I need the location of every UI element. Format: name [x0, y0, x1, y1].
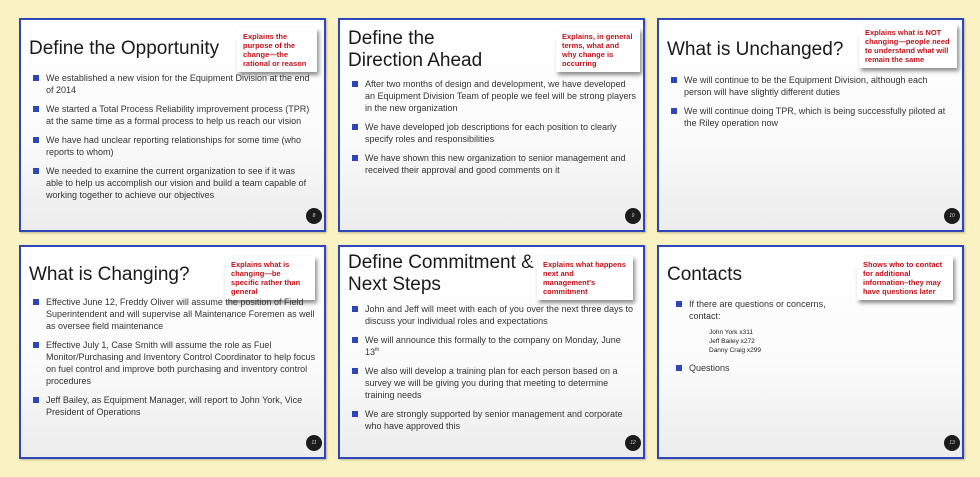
annotation-note: Shows who to contact for additional information–they may have questions later — [857, 256, 953, 300]
bullet-square-icon — [352, 411, 358, 417]
bullet-square-icon — [352, 306, 358, 312]
bullet-square-icon — [33, 397, 39, 403]
bullet-list — [352, 303, 637, 439]
annotation-note: Explains, in general terms, what and why change is occurring — [556, 28, 640, 72]
bullet-square-icon — [676, 365, 682, 371]
bullet-item: We established a new vision for the Equipment Division at the end of 2014 — [33, 72, 313, 96]
slide-title: Define the Direction Ahead — [348, 28, 483, 71]
ordinal-suffix: th — [375, 347, 380, 353]
bullet-item: We also will develop a training plan for each person based on a survey we will be giving you during that meeting to determine training needs — [352, 365, 637, 401]
bullet-item: Jeff Bailey, as Equipment Manager, will report to John York, Vice President of Operations — [33, 394, 318, 418]
bullet-item: We needed to examine the current organization to see if it was able to help us accomplish our vision and build a team capable of working together to achieve our objectives — [33, 165, 313, 201]
bullet-item: Effective July 1, Case Smith will assume the role as Fuel Monitor/Purchasing and Inventory Control Coordinator to help focus on fuel control and improve both purchasing and inventory control procedures — [33, 339, 318, 387]
page-number: 11 — [306, 435, 322, 451]
bullet-square-icon — [352, 81, 358, 87]
slide-title: What is Unchanged? — [667, 39, 844, 60]
slide-what-unchanged — [657, 18, 964, 232]
slide-title: Define the Opportunity — [29, 38, 220, 59]
annotation-note: Explains what is changing—be specific rather than general — [225, 256, 315, 300]
slide-what-changing — [19, 245, 326, 459]
bullet-item: Questions — [676, 362, 836, 374]
contact-entry: Danny Craig x299 — [709, 347, 762, 354]
bullet-square-icon — [352, 337, 358, 343]
bullet-square-icon — [33, 299, 39, 305]
slide-contacts — [657, 245, 964, 459]
page-number: 13 — [944, 435, 960, 451]
page-number: 12 — [625, 435, 641, 451]
bullet-square-icon — [33, 168, 39, 174]
page-number: 10 — [944, 208, 960, 224]
bullet-square-icon — [671, 77, 677, 83]
bullet-list — [671, 74, 956, 136]
bullet-list — [33, 296, 318, 425]
bullet-item: We have shown this new organization to senior management and received their approval and good comments on it — [352, 152, 637, 176]
annotation-note: Explains what is NOT changing—people need to understand what will remain the same — [859, 24, 957, 68]
contact-entry: Jeff Bailey x272 — [709, 338, 755, 345]
bullet-item: We started a Total Process Reliability improvement process (TPR) at the same time as a formal process to help us reach our vision — [33, 103, 313, 127]
bullet-item: John and Jeff will meet with each of you over the next three days to discuss your individual roles and expectations — [352, 303, 637, 327]
bullet-item: After two months of design and development, we have developed an Equipment Division Team of people we feel will be strong players in the new organization — [352, 78, 637, 114]
slide-define-opportunity — [19, 18, 326, 232]
bullet-list — [676, 298, 836, 381]
bullet-square-icon — [33, 75, 39, 81]
bullet-item: We will continue doing TPR, which is being successfully piloted at the Riley operation now — [671, 105, 956, 129]
bullet-square-icon — [352, 368, 358, 374]
slide-title: Define Commitment Next Steps — [348, 252, 516, 295]
slide-define-direction — [338, 18, 645, 232]
bullet-item: We are strongly supported by senior management and corporate who have approved this — [352, 408, 637, 432]
page-number: 9 — [625, 208, 641, 224]
slide-title: Contacts — [667, 264, 742, 285]
bullet-item: We will announce this formally to the company on Monday, June 13th — [352, 334, 637, 358]
bullet-square-icon — [352, 155, 358, 161]
contact-list — [709, 328, 836, 355]
page-number: 8 — [306, 208, 322, 224]
contact-entry: John York x311 — [709, 329, 753, 336]
bullet-item: We have developed job descriptions for each position to clearly specify roles and responsibilities — [352, 121, 637, 145]
annotation-note: Explains what happens next and management's commitment — [537, 256, 633, 300]
bullet-square-icon — [33, 137, 39, 143]
bullet-square-icon — [33, 106, 39, 112]
bullet-item: Effective June 12, Freddy Oliver will assume the position of Field Superintendent and will supervise all Maintenance Foremen as well as oversee field maintenance — [33, 296, 318, 332]
bullet-list — [352, 78, 637, 183]
bullet-item: We have had unclear reporting relationships for some time (who reports to whom) — [33, 134, 313, 158]
bullet-square-icon — [352, 124, 358, 130]
slide-title: What is Changing? — [29, 264, 190, 285]
slide-define-commitment — [338, 245, 645, 459]
bullet-list — [33, 72, 313, 208]
bullet-item: We will continue to be the Equipment Division, although each person will have slightly different duties — [671, 74, 956, 98]
bullet-square-icon — [676, 301, 682, 307]
bullet-square-icon — [671, 108, 677, 114]
annotation-note: Explains the purpose of the change—the rational or reason — [237, 28, 317, 72]
bullet-item: If there are questions or concerns, contact: John York x311 Jeff Bailey x272 Danny Craig x299 — [676, 298, 836, 355]
bullet-square-icon — [33, 342, 39, 348]
